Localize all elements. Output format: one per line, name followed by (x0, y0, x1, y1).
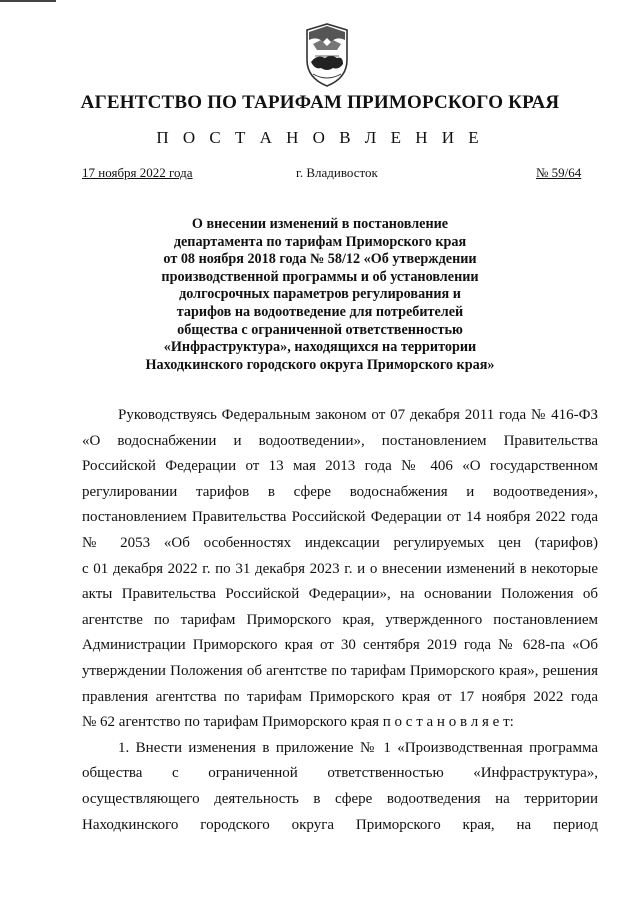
document-type: П О С Т А Н О В Л Е Н И Е (156, 128, 484, 147)
body-line: акты Правительства Российской Федерации», на основании Положения об (82, 586, 598, 603)
title-line: производственной программы и об установлении (161, 268, 479, 285)
body-line: агентстве по тарифам Приморского края, утвержденного постановлением (82, 611, 598, 628)
title-line: от 08 ноября 2018 года № 58/12 «Об утверждении (163, 251, 477, 268)
title-line: общества с ограниченной ответственностью (177, 321, 463, 338)
body-line: регулировании тарифов в сфере водоснабжения и водоотведения», (82, 483, 598, 500)
body-line: утверждении Положения об агентстве по тарифам Приморского края», решения (82, 662, 598, 679)
body-line: № 2053 «Об особенностях индексации регулируемых цен (тарифов) (82, 534, 598, 551)
title-line: О внесении изменений в постановление (191, 216, 449, 232)
body-line: № 62 агентство по тарифам Приморского края п о с т а н о в л я е т: (82, 714, 514, 731)
document-city: г. Владивосток (296, 165, 378, 180)
document-title (80, 216, 560, 374)
body-line: Руководствуясь Федеральным законом от 07 декабря 2011 года № 416-ФЗ (118, 407, 598, 423)
coat-of-arms-icon (301, 20, 353, 88)
body-line: осуществляющего деятельность в сфере водоотведения на территории (82, 790, 598, 807)
body-line: общества с ограниченной ответственностью «Инфраструктура», (82, 765, 598, 782)
body-line: 1. Внести изменения в приложение № 1 «Производственная программа (118, 739, 598, 756)
body-line: правления агентства по тарифам Приморского края от 17 ноября 2022 года (82, 688, 598, 705)
body-line: Российской Федерации от 13 мая 2013 года № 406 «О государственном (82, 458, 598, 475)
title-line: Находкинского городского округа Приморского края» (145, 356, 495, 373)
body-line: с 01 декабря 2022 г. по 31 декабря 2023 г. и о внесении изменений в некоторые (82, 560, 598, 577)
agency-name: АГЕНТСТВО ПО ТАРИФАМ ПРИМОРСКОГО КРАЯ (80, 92, 560, 113)
document-body (82, 403, 598, 838)
body-line: «О водоснабжении и водоотведении», постановлением Правительства (82, 432, 598, 449)
top-rule (0, 0, 56, 2)
body-line: Находкинского городского округа Приморского края, на период (82, 816, 598, 833)
document-date: 17 ноября 2022 года (82, 165, 193, 180)
body-line: постановлением Правительства Российской Федерации от 14 ноября 2022 года (82, 509, 598, 526)
title-line: департамента по тарифам Приморского края (173, 233, 467, 250)
title-line: долгосрочных параметров регулирования и (179, 286, 461, 303)
body-line: Администрации Приморского края от 30 сентября 2019 года № 628-па «Об (82, 637, 598, 654)
document-number: № 59/64 (536, 165, 582, 180)
title-line: «Инфраструктура», находящихся на территории (163, 339, 477, 356)
title-line: тарифов на водоотведение для потребителей (176, 303, 464, 320)
